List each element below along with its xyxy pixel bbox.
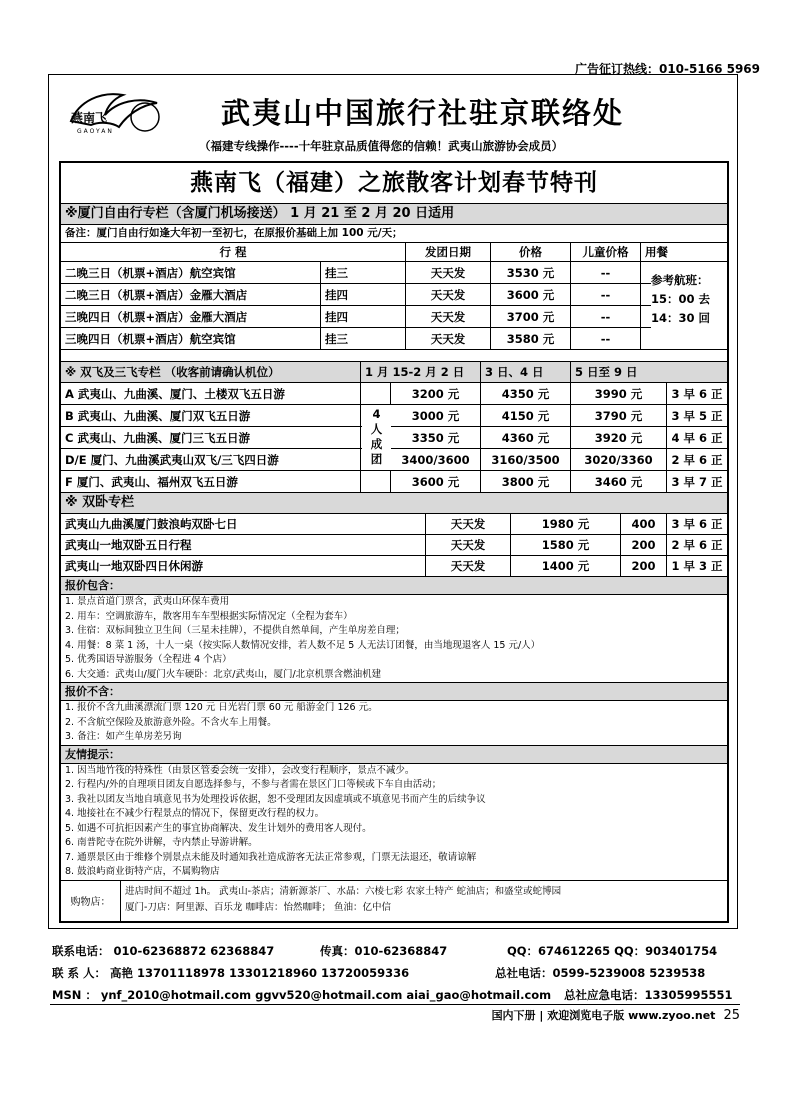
price-cell: 3700 元 — [491, 306, 571, 327]
star-cell: 挂三 — [321, 328, 406, 349]
price-cell: 4360 元 — [481, 427, 571, 448]
tagline: （福建专线操作----十年驻京品质值得您的信赖！武夷山旅游协会成员） — [199, 139, 564, 153]
list-item: 7. 通票景区由于维修个别景点未能及时通知我社造成游客无法正常参观，门票无法退还，敬请谅解 — [65, 851, 477, 863]
flight-label: 参考航班： — [651, 273, 709, 287]
meal-cell: 3 早 7 正 — [671, 474, 723, 489]
advertisement-frame — [48, 74, 738, 929]
header-meal: 用餐 — [645, 245, 668, 259]
contact-hq-phone: 总社电话：0599-5239008 5239538 — [495, 966, 706, 980]
route-cell: D/E 厦门、九曲溪武夷山双飞/三飞四日游 — [61, 449, 361, 470]
contact-emergency: 总社应急电话：13305995551 — [564, 988, 733, 1002]
swallow-logo — [61, 83, 181, 143]
date-cell: 天天发 — [406, 306, 491, 327]
price-cell: 1980 元 — [511, 514, 621, 534]
excludes-label: 报价不含： — [61, 683, 727, 701]
page-footer — [492, 1007, 740, 1023]
list-item: 5. 优秀国语导游服务（全程进 4 个店） — [65, 654, 232, 665]
price-cell: 3530 元 — [491, 262, 571, 283]
reference-flight — [651, 271, 727, 331]
tips-list — [61, 764, 727, 881]
col-date-2: 3 日、4 日 — [481, 362, 571, 382]
sleeper-section-title: ※ 双卧专栏 — [61, 493, 727, 514]
table-row — [61, 306, 727, 328]
contact-person: 联 系 人： 高艳 13701118978 13301218960 13720059336 — [52, 966, 410, 980]
list-item: 6. 南普陀寺在院外讲解，寺内禁止导游讲解。 — [65, 837, 258, 848]
date-cell: 天天发 — [406, 328, 491, 349]
price-cell: 3350 元 — [391, 427, 481, 448]
table-row — [61, 471, 727, 493]
child-price-cell: -- — [571, 284, 641, 305]
meal-cell: 2 早 6 正 — [671, 452, 723, 467]
group-size-label: 4 人 成 团 — [362, 405, 391, 470]
child-price-cell: -- — [571, 306, 641, 327]
price-cell: 3580 元 — [491, 328, 571, 349]
shopping-row — [61, 881, 727, 921]
list-item: 3. 我社以团友当地自填意见书为处理投诉依据，恕不受理团友因虚填或不填意见书而产生的后续争议 — [65, 793, 486, 805]
child-price-cell: 200 — [621, 535, 667, 555]
route-cell: B 武夷山、九曲溪、厦门双飞五日游 — [61, 405, 361, 426]
header-route: 行 程 — [61, 243, 406, 261]
table-row — [61, 449, 727, 471]
route-cell: A 武夷山、九曲溪、厦门、土楼双飞五日游 — [61, 383, 361, 404]
tour-plan-box — [59, 161, 729, 923]
meal-cell: 4 早 6 正 — [671, 430, 723, 445]
list-item: 1. 因当地竹筏的特殊性（由景区管委会统一安排），会改变行程顺序，景点不减少。 — [65, 764, 415, 776]
route-cell: 三晚四日（机票+酒店）航空宾馆 — [61, 328, 321, 349]
list-item: 8. 鼓浪屿商业街特产店，不属购物店 — [65, 866, 220, 877]
route-cell: 武夷山一地双卧五日行程 — [61, 535, 426, 555]
contact-info — [52, 940, 742, 1006]
date-cell: 天天发 — [426, 535, 511, 555]
child-price-cell: -- — [571, 262, 641, 283]
meal-cell: 3 早 6 正 — [671, 517, 723, 531]
table-row — [61, 328, 727, 350]
footer-text: 国内下册 | 欢迎浏览电子版 www.zyoo.net — [491, 1009, 716, 1022]
list-item: 4. 用餐：8 菜 1 汤，十人一桌（按实际人数情况安排，若人数不足 5 人无法订团餐，由当地现退客人 15 元/人） — [65, 639, 541, 651]
price-cell: 3000 元 — [391, 405, 481, 426]
route-cell: 武夷山一地双卧四日休闲游 — [61, 556, 426, 576]
price-cell: 1580 元 — [511, 535, 621, 555]
contact-fax: 传真：010-62368847 — [320, 944, 448, 958]
child-price-cell: -- — [571, 328, 641, 349]
date-cell: 天天发 — [406, 262, 491, 283]
date-cell: 天天发 — [426, 556, 511, 576]
price-cell: 4150 元 — [481, 405, 571, 426]
date-cell: 天天发 — [406, 284, 491, 305]
price-cell: 3020/3360 — [571, 449, 667, 470]
header-date: 发团日期 — [406, 243, 491, 261]
price-cell: 1400 元 — [511, 556, 621, 576]
table-header-row — [61, 243, 727, 262]
child-price-cell: 200 — [621, 556, 667, 576]
meal-cell: 3 早 6 正 — [671, 386, 723, 401]
price-cell: 3920 元 — [571, 427, 667, 448]
footer-divider — [50, 1004, 740, 1005]
shopping-line: 进店时间不超过 1h。 武夷山-茶店；清新源茶厂、水晶：六棱七彩 农家土特产 蛇油店；和盛堂或蛇博园 — [125, 885, 562, 897]
list-item: 3. 备注：如产生单房差另询 — [65, 731, 182, 742]
table-row — [61, 262, 727, 284]
table-row — [61, 427, 727, 449]
shopping-details — [121, 881, 561, 921]
table-row — [61, 383, 727, 405]
price-cell: 4350 元 — [481, 383, 571, 404]
table-row — [61, 535, 727, 556]
list-item: 2. 行程内/外的自理项目团友自愿选择参与，不参与者需在景区门口等候或下车自由活动； — [65, 779, 442, 790]
excludes-list — [61, 701, 727, 746]
includes-list — [61, 595, 727, 683]
col-date-1: 1 月 15-2 月 2 日 — [361, 362, 481, 382]
meal-cell: 2 早 6 正 — [671, 538, 723, 552]
flight-return: 14：30 回 — [651, 311, 711, 325]
route-cell: 二晚三日（机票+酒店）航空宾馆 — [61, 262, 321, 283]
star-cell: 挂三 — [321, 262, 406, 283]
agency-name: 武夷山中国旅行社驻京联络处 — [221, 96, 625, 130]
page-number: 25 — [723, 1008, 740, 1023]
list-item: 6. 大交通：武夷山/厦门火车硬卧：北京/武夷山，厦门/北京机票含燃油机建 — [65, 668, 382, 680]
meal-cell: 3 早 5 正 — [671, 408, 723, 423]
route-cell: 二晚三日（机票+酒店）金雁大酒店 — [61, 284, 321, 305]
list-item: 1. 报价不含九曲溪漂流门票 120 元 日光岩门票 60 元 船游金门 126 元。 — [65, 702, 378, 713]
list-item: 1. 景点首道门票含，武夷山环保车费用 — [65, 596, 230, 607]
list-item: 4. 地接社在不减少行程景点的情况下，保留更改行程的权力。 — [65, 808, 325, 819]
flight-section-header — [61, 362, 727, 383]
table-row — [61, 556, 727, 577]
xiamen-note: 备注：厦门自由行如逢大年初一至初七，在原报价基础上加 100 元/天； — [61, 225, 727, 243]
list-item: 3. 住宿：双标间独立卫生间（三星未挂牌），不提供自然单间，产生单房差自理； — [65, 625, 405, 636]
route-cell: C 武夷山、九曲溪、厦门三飞五日游 — [61, 427, 361, 448]
price-cell: 3200 元 — [391, 383, 481, 404]
price-cell: 3790 元 — [571, 405, 667, 426]
star-cell: 挂四 — [321, 284, 406, 305]
route-cell: 三晚四日（机票+酒店）金雁大酒店 — [61, 306, 321, 327]
tips-label: 友情提示： — [61, 746, 727, 764]
list-item: 5. 如遇不可抗拒因素产生的事宜协商解决、发生计划外的费用客人现付。 — [65, 822, 372, 834]
date-cell: 天天发 — [426, 514, 511, 534]
route-cell: 武夷山九曲溪厦门鼓浪屿双卧七日 — [61, 514, 426, 534]
price-cell: 3160/3500 — [481, 449, 571, 470]
header-child-price: 儿童价格 — [571, 243, 641, 261]
table-row — [61, 514, 727, 535]
price-cell: 3800 元 — [481, 471, 571, 492]
xiamen-section-title: ※厦门自由行专栏（含厦门机场接送） 1 月 21 至 2 月 20 日适用 — [61, 204, 727, 225]
table-row — [61, 284, 727, 306]
star-cell: 挂四 — [321, 306, 406, 327]
meal-cell: 1 早 3 正 — [671, 559, 723, 573]
contact-qq: QQ：674612265 QQ：903401754 — [507, 944, 718, 958]
price-cell: 3600 元 — [391, 471, 481, 492]
list-item: 2. 不含航空保险及旅游意外险。不含火车上用餐。 — [65, 716, 277, 728]
table-row — [61, 405, 727, 427]
price-cell: 3600 元 — [491, 284, 571, 305]
price-cell: 3990 元 — [571, 383, 667, 404]
shopping-line: 厦门-刀店：阿里源、百乐龙 咖啡店：怡然咖啡； 鱼油：亿中信 — [125, 901, 391, 913]
includes-label: 报价包含： — [61, 577, 727, 595]
xiamen-table — [61, 243, 727, 350]
logo-chinese-text: 燕南飞 — [71, 111, 108, 125]
logo-english-text: GAOYAN — [77, 128, 114, 135]
flight-table — [61, 383, 727, 493]
flight-departure: 15：00 去 — [651, 292, 711, 306]
header-price: 价格 — [491, 243, 571, 261]
contact-phone: 联系电话： 010-62368872 62368847 — [52, 944, 275, 958]
col-date-3: 5 日至 9 日 — [575, 365, 638, 379]
banner-title: 燕南飞（福建）之旅散客计划春节特刊 — [61, 163, 727, 204]
price-cell: 3460 元 — [571, 471, 667, 492]
ad-hotline: 广告征订热线：010-5166 5969 — [574, 62, 760, 76]
child-price-cell: 400 — [621, 514, 667, 534]
route-cell: F 厦门、武夷山、福州双飞五日游 — [61, 471, 361, 492]
contact-msn: MSN ： ynf_2010@hotmail.com ggvv520@hotmail.com aiai_gao@hotmail.com — [52, 988, 552, 1002]
flight-section-title: ※ 双飞及三飞专栏 （收客前请确认机位） — [61, 362, 361, 382]
list-item: 2. 用车：空调旅游车，散客用车车型根据实际情况定（全程为套车） — [65, 610, 353, 622]
price-cell: 3400/3600 — [391, 449, 481, 470]
shopping-label: 购物店： — [61, 881, 121, 921]
